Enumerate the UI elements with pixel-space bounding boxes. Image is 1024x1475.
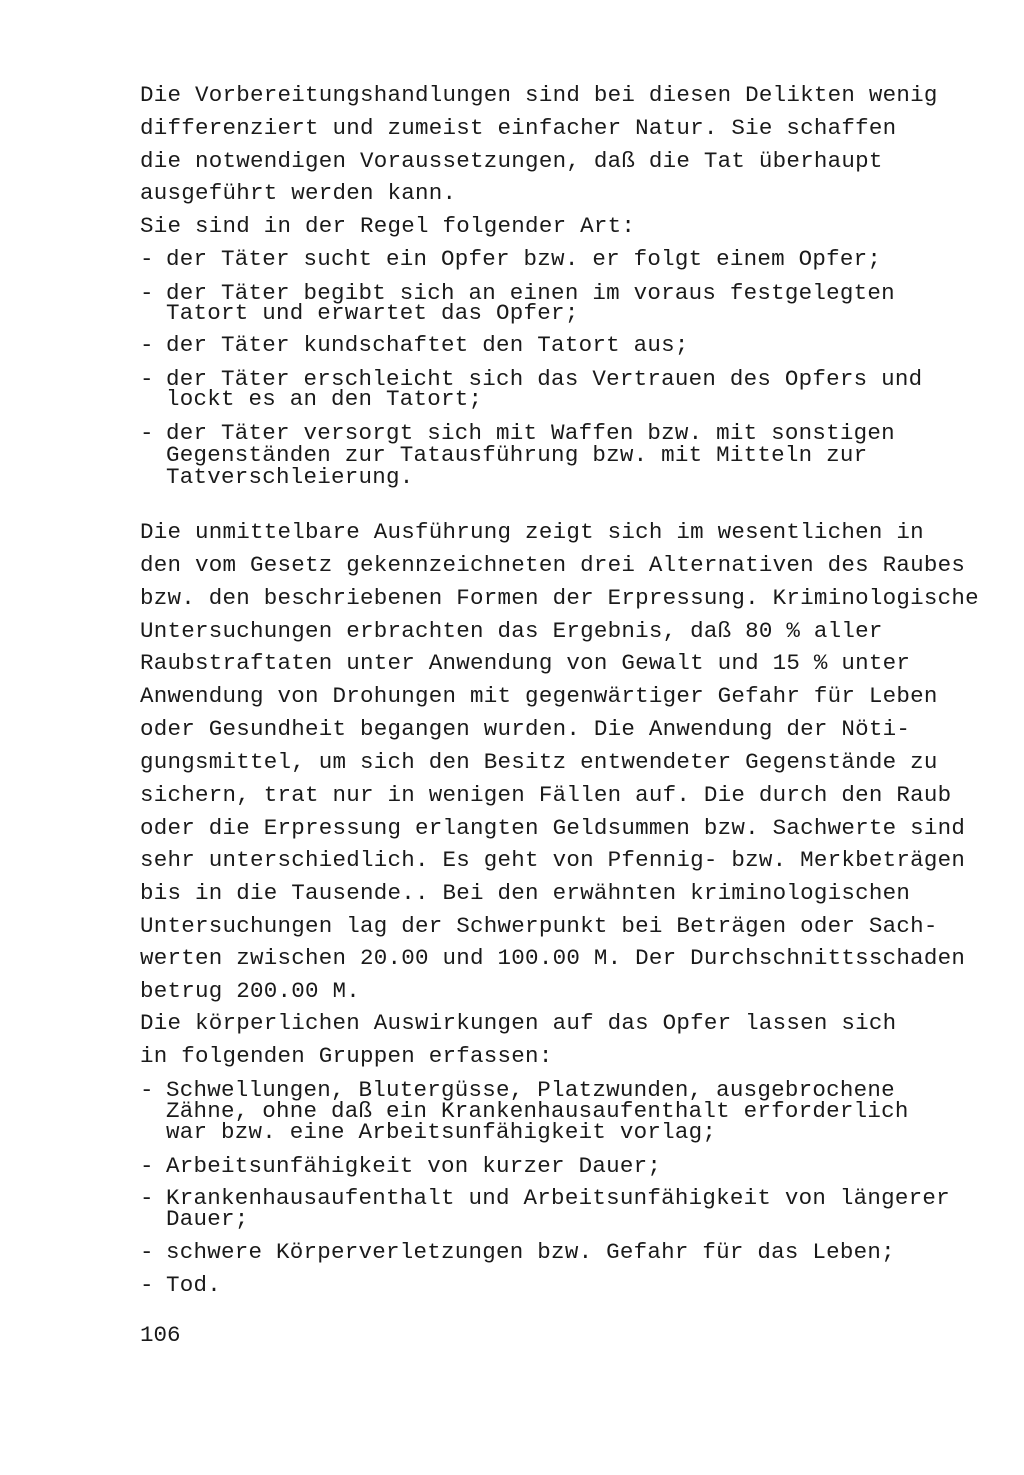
list1-item-1-line-1: der Täter sucht ein Opfer bzw. er folgt einem Opfer; [166, 246, 882, 272]
list1-bullet-3: - [140, 332, 154, 358]
list1-item-3-line-1: der Täter kundschaftet den Tatort aus; [166, 332, 689, 358]
p2-line-1: Die unmittelbare Ausführung zeigt sich im wesentlichen in [140, 519, 924, 545]
p2-line-9: sichern, trat nur in wenigen Fällen auf. Die durch den Raub [140, 782, 952, 808]
list1-bullet-1: - [140, 246, 154, 272]
list2-item-2-line-1: Arbeitsunfähigkeit von kurzer Dauer; [166, 1153, 662, 1179]
p2-line-15: betrug 200.00 M. [140, 978, 361, 1004]
p2-line-5: Raubstraftaten unter Anwendung von Gewalt und 15 % unter [140, 650, 911, 676]
list1-item-2-line-2: Tatort und erwartet das Opfer; [166, 300, 579, 326]
list1-item-5-line-2: Gegenständen zur Tatausführung bzw. mit Mitteln zur [166, 442, 868, 468]
list1-item-4-line-2: lockt es an den Tatort; [166, 386, 483, 412]
list2-bullet-1: - [140, 1077, 154, 1103]
p2-line-13: Untersuchungen lag der Schwerpunkt bei Beträgen oder Sach- [140, 913, 938, 939]
list1-bullet-4: - [140, 366, 154, 392]
list2-item-1-line-1: Schwellungen, Blutergüsse, Platzwunden, ausgebrochene [166, 1077, 895, 1103]
p2-line-8: gungsmittel, um sich den Besitz entwendeter Gegenstände zu [140, 749, 938, 775]
p2-line-7: oder Gesundheit begangen wurden. Die Anwendung der Nöti- [140, 716, 911, 742]
list2-item-5-line-1: Tod. [166, 1272, 222, 1298]
list1-item-5-line-1: der Täter versorgt sich mit Waffen bzw. mit sonstigen [166, 420, 895, 446]
list1-bullet-5: - [140, 420, 154, 446]
list2-item-3-line-2: Dauer; [166, 1206, 249, 1232]
p2-line-4: Untersuchungen erbrachten das Ergebnis, daß 80 % aller [140, 618, 883, 644]
list1-item-2-line-1: der Täter begibt sich an einen im voraus festgelegten [166, 280, 895, 306]
list2-bullet-5: - [140, 1272, 154, 1298]
list1-item-4-line-1: der Täter erschleicht sich das Vertrauen des Opfers und [166, 366, 923, 392]
p2-line-6: Anwendung von Drohungen mit gegenwärtiger Gefahr für Leben [140, 683, 938, 709]
list1-bullet-2: - [140, 280, 154, 306]
p1-line-5: Sie sind in der Regel folgender Art: [140, 213, 636, 239]
p1-line-3: die notwendigen Voraussetzungen, daß die Tat überhaupt [140, 148, 883, 174]
list1-item-5-line-3: Tatverschleierung. [166, 464, 414, 490]
p1-line-1: Die Vorbereitungshandlungen sind bei diesen Delikten wenig [140, 82, 938, 108]
p2-line-12: bis in die Tausende.. Bei den erwähnten kriminologischen [140, 880, 911, 906]
p2-line-16: Die körperlichen Auswirkungen auf das Opfer lassen sich [140, 1010, 897, 1036]
list2-bullet-2: - [140, 1153, 154, 1179]
list2-item-1-line-2: Zähne, ohne daß ein Krankenhausaufenthalt erforderlich [166, 1098, 909, 1124]
p1-line-4: ausgeführt werden kann. [140, 180, 457, 206]
list2-item-1-line-3: war bzw. eine Arbeitsunfähigkeit vorlag; [166, 1119, 717, 1145]
p2-line-14: werten zwischen 20.00 und 100.00 M. Der Durchschnittsschaden [140, 945, 966, 971]
list2-item-4-line-1: schwere Körperverletzungen bzw. Gefahr für das Leben; [166, 1239, 895, 1265]
p2-line-2: den vom Gesetz gekennzeichneten drei Alternativen des Raubes [140, 552, 966, 578]
p2-line-10: oder die Erpressung erlangten Geldsummen bzw. Sachwerte sind [140, 815, 966, 841]
p1-line-2: differenziert und zumeist einfacher Natur. Sie schaffen [140, 115, 897, 141]
p2-line-17: in folgenden Gruppen erfassen: [140, 1043, 553, 1069]
p2-line-11: sehr unterschiedlich. Es geht von Pfennig- bzw. Merkbeträgen [140, 847, 966, 873]
p2-line-3: bzw. den beschriebenen Formen der Erpressung. Kriminologische [140, 585, 979, 611]
list2-bullet-4: - [140, 1239, 154, 1265]
list2-item-3-line-1: Krankenhausaufenthalt und Arbeitsunfähigkeit von längerer [166, 1185, 950, 1211]
page-number: 106 [140, 1322, 181, 1348]
list2-bullet-3: - [140, 1185, 154, 1211]
